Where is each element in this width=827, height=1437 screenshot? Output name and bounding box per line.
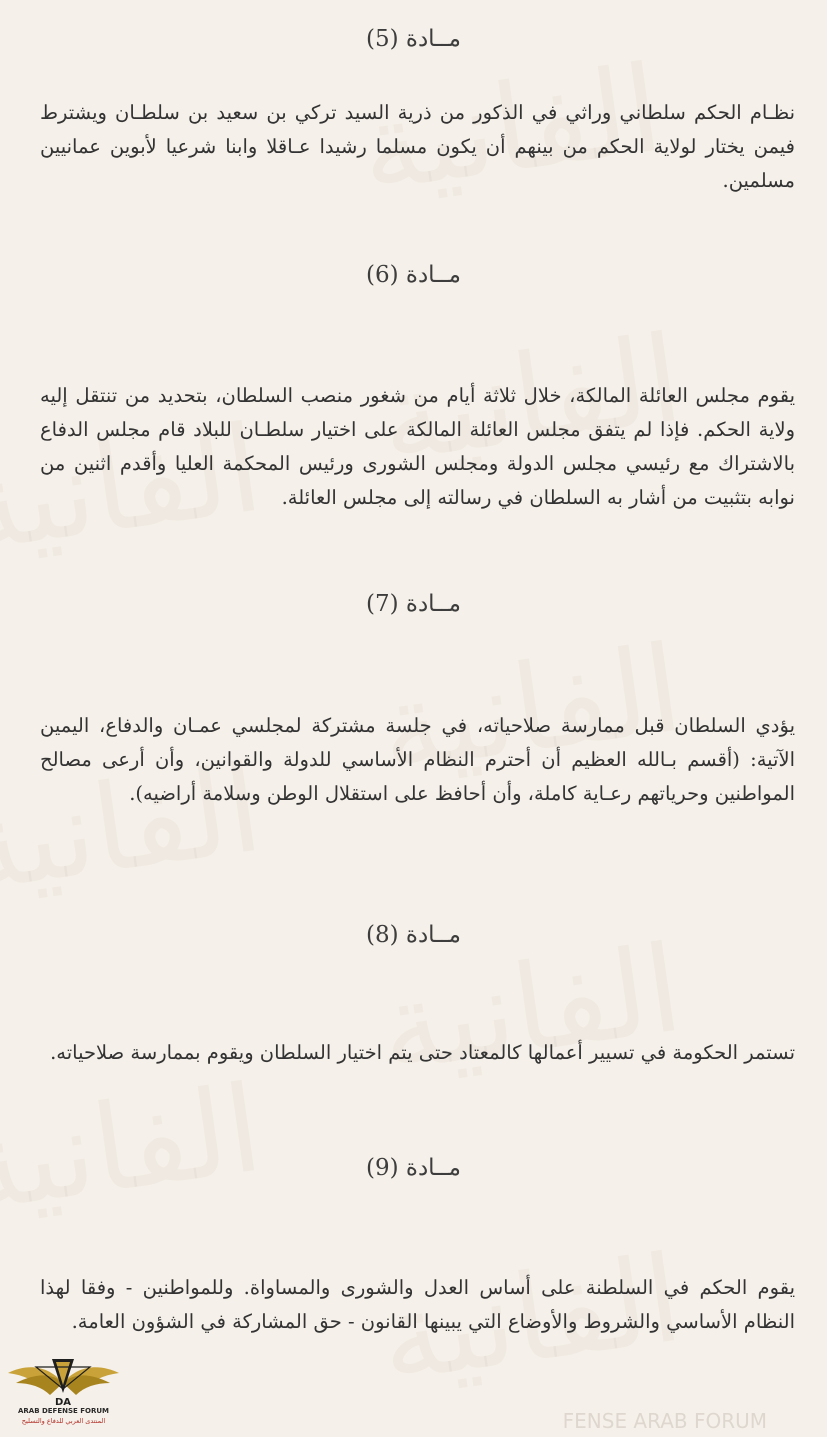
logo-abbr: DA bbox=[54, 1397, 72, 1408]
article-6-heading: مــادة (6) bbox=[365, 262, 461, 288]
logo-name-ar: المنتدى العربي للدفاع والتسليح bbox=[21, 1417, 106, 1425]
article-5-heading: مــادة (5) bbox=[365, 26, 461, 52]
article-5-body: نظـام الحكم سلطاني وراثي في الذكور من ذرية السيد تركي بن سعيد بن سلطـان ويشترط فيمن يختار لولاية الحكم من بينهم أن يكون مسلما رشيدا عـاقلا وابنا شرعيا لأبوين عمانيين مسلمين. bbox=[40, 101, 795, 192]
arab-defense-forum-logo bbox=[6, 1353, 121, 1433]
footer-watermark: FENSE ARAB FORUM bbox=[562, 1409, 767, 1433]
article-8-body: تستمر الحكومة في تسيير أعمالها كالمعتاد حتى يتم اختيار السلطان ويقوم بممارسة صلاحياته. bbox=[50, 1041, 795, 1064]
logo-name-en: ARAB DEFENSE FORUM bbox=[17, 1407, 110, 1415]
article-8-heading: مــادة (8) bbox=[365, 922, 461, 948]
article-7-heading: مــادة (7) bbox=[365, 591, 461, 617]
article-7-body: يؤدي السلطان قبل ممارسة صلاحياته، في جلسة مشتركة لمجلسي عمـان والدفاع، اليمين الآتية: (أقسم بـالله العظيم أن أحترم النظام الأساسي للدولة والقوانين، وأن أرعى مصالح المواطنين وحرياتهم رعـاية كاملة، وأن أحافظ على استقلال الوطن وسلامة أراضيه). bbox=[40, 714, 795, 805]
eagle-wings-icon bbox=[6, 1353, 121, 1409]
article-9-body: يقوم الحكم في السلطنة على أساس العدل والشورى والمساواة. وللمواطنين - وفقا لهذا النظام الأساسي والشروط والأوضاع التي يبينها القانون - حق المشاركة في الشؤون العامة. bbox=[40, 1276, 795, 1333]
article-6-body: يقوم مجلس العائلة المالكة، خلال ثلاثة أيام من شغور منصب السلطان، بتحديد من تنتقل إليه ولاية الحكم. فإذا لم يتفق مجلس العائلة المالكة على اختيار سلطـان للبلاد قام مجلس الدفاع بالاشتراك مع رئيسي مجلس الدولة ومجلس الشورى ورئيس المحكمة العليا وأقدم اثنين من نوابه بتثبيت من أشار به السلطان في رسالته إلى مجلس العائلة. bbox=[40, 384, 795, 509]
article-9-heading: مــادة (9) bbox=[365, 1155, 461, 1181]
